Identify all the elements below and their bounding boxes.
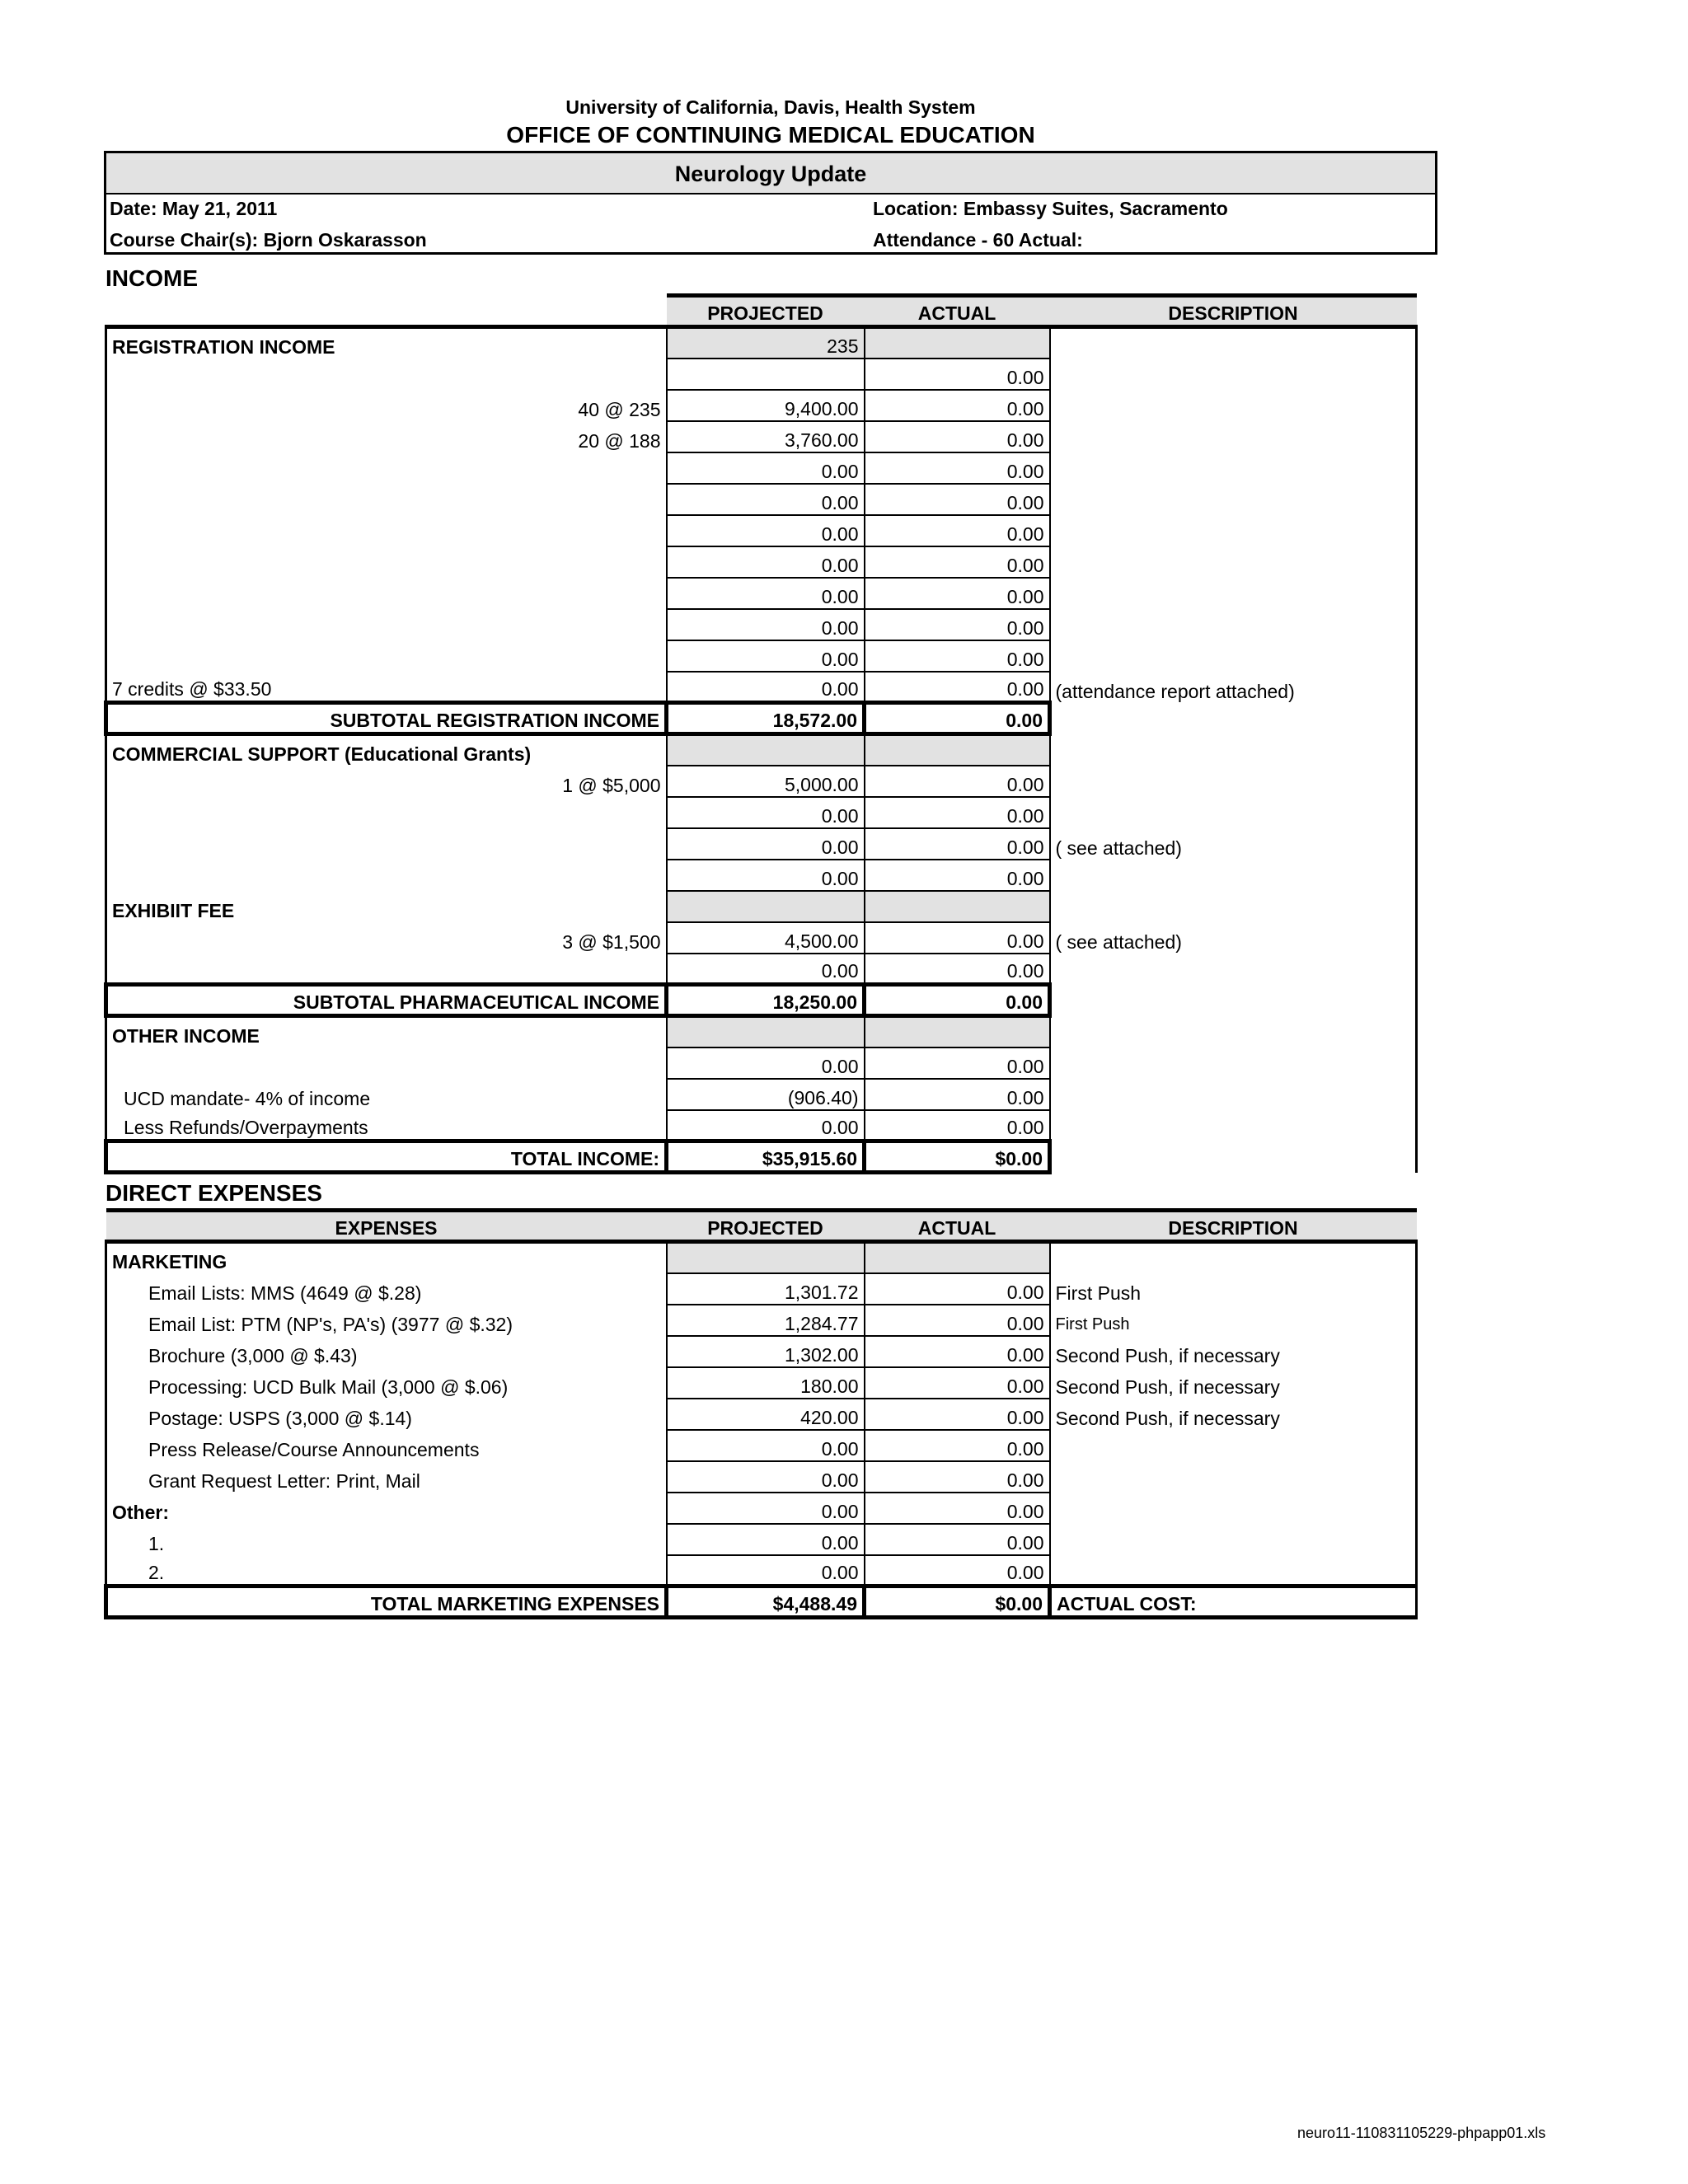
row-label: Processing: UCD Bulk Mail (3,000 @ $.06)	[106, 1367, 667, 1399]
row-description	[1050, 891, 1417, 922]
total-description: ACTUAL COST:	[1050, 1586, 1417, 1618]
table-row	[106, 1493, 1417, 1524]
row-description	[1050, 1016, 1417, 1047]
exhibit-label-row	[106, 891, 1417, 922]
subtotal-registration-row	[106, 703, 1417, 734]
projected-value: 0.00	[667, 640, 865, 672]
projected-value: 0.00	[667, 484, 865, 515]
row-description	[1050, 1524, 1417, 1555]
table-row	[106, 1336, 1417, 1367]
table-row	[106, 546, 1417, 578]
header-actual: ACTUAL	[865, 1211, 1050, 1242]
row-label: 40 @ 235	[106, 390, 667, 421]
actual-value: 0.00	[865, 1305, 1050, 1336]
attendance: Attendance - 60 Actual:	[873, 229, 1083, 251]
row-label	[106, 515, 667, 546]
organization-title: University of California, Davis, Health System	[565, 96, 976, 118]
event-date: Date: May 21, 2011	[110, 198, 278, 219]
row-description	[1050, 1110, 1417, 1141]
projected-value: 5,000.00	[667, 766, 865, 797]
total-income-row	[106, 1141, 1417, 1173]
row-description	[1050, 421, 1417, 452]
row-label: 20 @ 188	[106, 421, 667, 452]
event-location: Location: Embassy Suites, Sacramento	[873, 198, 1228, 219]
table-row	[106, 860, 1417, 891]
row-label: Email List: PTM (NP's, PA's) (3977 @ $.32)	[106, 1305, 667, 1336]
table-row	[106, 828, 1417, 860]
row-description: First Push	[1050, 1305, 1417, 1336]
projected-value: 0.00	[667, 452, 865, 484]
projected-value: 0.00	[667, 828, 865, 860]
projected-value: 0.00	[667, 1047, 865, 1079]
actual-value: 0.00	[865, 484, 1050, 515]
row-description	[1050, 734, 1417, 766]
projected-value: 0.00	[667, 546, 865, 578]
row-description: Second Push, if necessary	[1050, 1336, 1417, 1367]
projected-value: 0.00	[667, 1493, 865, 1524]
actual-value: 0.00	[865, 797, 1050, 828]
table-row	[106, 797, 1417, 828]
actual-value: 0.00	[865, 1110, 1050, 1141]
actual-value: 0.00	[865, 1047, 1050, 1079]
section-label: REGISTRATION INCOME	[106, 327, 667, 359]
projected-value: 0.00	[667, 797, 865, 828]
actual-value: 0.00	[865, 1524, 1050, 1555]
info-row-chairs	[110, 224, 1435, 255]
total-label: SUBTOTAL REGISTRATION INCOME	[106, 703, 667, 734]
actual-value: 0.00	[865, 640, 1050, 672]
row-label: Other:	[106, 1493, 667, 1524]
row-description	[1050, 359, 1417, 390]
total-label: TOTAL MARKETING EXPENSES	[106, 1586, 667, 1618]
projected-value: 0.00	[667, 1110, 865, 1141]
projected-value: 0.00	[667, 1524, 865, 1555]
row-label: Press Release/Course Announcements	[106, 1430, 667, 1461]
projected-value	[667, 1016, 865, 1047]
header-description: DESCRIPTION	[1050, 296, 1417, 327]
table-row	[106, 1305, 1417, 1336]
row-label	[106, 640, 667, 672]
row-description	[1050, 515, 1417, 546]
projected-value: 0.00	[667, 1461, 865, 1493]
header-expenses: EXPENSES	[106, 1211, 667, 1242]
projected-value: 420.00	[667, 1399, 865, 1430]
projected-value: 0.00	[667, 1430, 865, 1461]
actual-value: 0.00	[865, 1461, 1050, 1493]
registration-label-row	[106, 327, 1417, 359]
table-row	[106, 1110, 1417, 1141]
total-description	[1050, 985, 1417, 1016]
table-row	[106, 359, 1417, 390]
expenses-title: DIRECT EXPENSES	[106, 1180, 322, 1206]
table-row	[106, 421, 1417, 452]
table-row	[106, 672, 1417, 703]
projected-value: 0.00	[667, 578, 865, 609]
row-description	[1050, 546, 1417, 578]
row-label: 3 @ $1,500	[106, 922, 667, 954]
row-description	[1050, 954, 1417, 985]
table-row	[106, 922, 1417, 954]
row-label	[106, 828, 667, 860]
table-row	[106, 766, 1417, 797]
section-label: OTHER INCOME	[106, 1016, 667, 1047]
actual-value: 0.00	[865, 1079, 1050, 1110]
row-description	[1050, 766, 1417, 797]
row-description	[1050, 1047, 1417, 1079]
total-description	[1050, 703, 1417, 734]
projected-value: 0.00	[667, 515, 865, 546]
row-label: Postage: USPS (3,000 @ $.14)	[106, 1399, 667, 1430]
actual-value	[865, 1242, 1050, 1273]
actual-value: 0.00	[865, 421, 1050, 452]
total-description	[1050, 1141, 1417, 1173]
header-projected: PROJECTED	[667, 1211, 865, 1242]
projected-value: 0.00	[667, 1555, 865, 1586]
row-label	[106, 797, 667, 828]
row-label	[106, 609, 667, 640]
row-description	[1050, 609, 1417, 640]
row-label: 2.	[106, 1555, 667, 1586]
row-description	[1050, 452, 1417, 484]
actual-value: 0.00	[865, 1336, 1050, 1367]
total-actual: $0.00	[865, 1586, 1050, 1618]
total-label: SUBTOTAL PHARMACEUTICAL INCOME	[106, 985, 667, 1016]
projected-value: 0.00	[667, 860, 865, 891]
actual-value: 0.00	[865, 922, 1050, 954]
projected-value: 9,400.00	[667, 390, 865, 421]
total-marketing-row	[106, 1586, 1417, 1618]
actual-value: 0.00	[865, 1273, 1050, 1305]
projected-value: 0.00	[667, 672, 865, 703]
row-description	[1050, 1430, 1417, 1461]
table-row	[106, 484, 1417, 515]
row-label: UCD mandate- 4% of income	[106, 1079, 667, 1110]
row-label: 1.	[106, 1524, 667, 1555]
event-info-box	[104, 151, 1437, 255]
actual-value: 0.00	[865, 452, 1050, 484]
row-label	[106, 546, 667, 578]
row-description	[1050, 797, 1417, 828]
header-actual: ACTUAL	[865, 296, 1050, 327]
row-description	[1050, 860, 1417, 891]
expenses-table	[104, 1208, 1418, 1619]
actual-value: 0.00	[865, 1367, 1050, 1399]
row-label: Email Lists: MMS (4649 @ $.28)	[106, 1273, 667, 1305]
event-title: Neurology Update	[106, 153, 1435, 194]
row-description: Second Push, if necessary	[1050, 1367, 1417, 1399]
actual-value	[865, 734, 1050, 766]
projected-value	[667, 734, 865, 766]
actual-value: 0.00	[865, 766, 1050, 797]
total-projected: $4,488.49	[667, 1586, 865, 1618]
total-projected: 18,572.00	[667, 703, 865, 734]
row-description	[1050, 1461, 1417, 1493]
table-row	[106, 1399, 1417, 1430]
actual-value: 0.00	[865, 390, 1050, 421]
info-row-date	[110, 193, 1435, 224]
actual-value	[865, 1016, 1050, 1047]
table-row	[106, 1047, 1417, 1079]
projected-value	[667, 891, 865, 922]
row-description: ( see attached)	[1050, 828, 1417, 860]
header-projected: PROJECTED	[667, 296, 865, 327]
table-row	[106, 1273, 1417, 1305]
table-row	[106, 1367, 1417, 1399]
actual-value	[865, 327, 1050, 359]
table-row	[106, 452, 1417, 484]
actual-value: 0.00	[865, 1430, 1050, 1461]
office-title: OFFICE OF CONTINUING MEDICAL EDUCATION	[506, 122, 1035, 148]
projected-value: 235	[667, 327, 865, 359]
actual-value: 0.00	[865, 672, 1050, 703]
row-label	[106, 860, 667, 891]
total-label: TOTAL INCOME:	[106, 1141, 667, 1173]
row-description	[1050, 578, 1417, 609]
income-title: INCOME	[106, 265, 198, 291]
income-table	[104, 293, 1418, 1174]
projected-value: (906.40)	[667, 1079, 865, 1110]
actual-value: 0.00	[865, 1493, 1050, 1524]
row-label: Grant Request Letter: Print, Mail	[106, 1461, 667, 1493]
row-description	[1050, 390, 1417, 421]
subtotal-pharma-row	[106, 985, 1417, 1016]
total-projected: 18,250.00	[667, 985, 865, 1016]
row-description	[1050, 1242, 1417, 1273]
expenses-header-row	[106, 1211, 1417, 1242]
row-label	[106, 1047, 667, 1079]
commercial-label-row	[106, 734, 1417, 766]
table-row	[106, 1079, 1417, 1110]
table-row	[106, 1461, 1417, 1493]
projected-value: 4,500.00	[667, 922, 865, 954]
total-actual: $0.00	[865, 1141, 1050, 1173]
row-label: 1 @ $5,000	[106, 766, 667, 797]
actual-value: 0.00	[865, 515, 1050, 546]
table-row	[106, 390, 1417, 421]
row-label	[106, 452, 667, 484]
total-actual: 0.00	[865, 985, 1050, 1016]
actual-value: 0.00	[865, 609, 1050, 640]
course-chairs: Course Chair(s): Bjorn Oskarasson	[110, 229, 427, 251]
row-description: (attendance report attached)	[1050, 672, 1417, 703]
row-label	[106, 359, 667, 390]
actual-value: 0.00	[865, 359, 1050, 390]
row-description	[1050, 484, 1417, 515]
actual-value: 0.00	[865, 1555, 1050, 1586]
table-row	[106, 1555, 1417, 1586]
row-label	[106, 954, 667, 985]
row-description	[1050, 640, 1417, 672]
row-label: 7 credits @ $33.50	[106, 672, 667, 703]
projected-value: 3,760.00	[667, 421, 865, 452]
row-description: ( see attached)	[1050, 922, 1417, 954]
actual-value: 0.00	[865, 954, 1050, 985]
row-description	[1050, 327, 1417, 359]
table-row	[106, 1430, 1417, 1461]
section-label: MARKETING	[106, 1242, 667, 1273]
header-blank	[106, 296, 667, 327]
actual-value: 0.00	[865, 546, 1050, 578]
table-row	[106, 1524, 1417, 1555]
table-row	[106, 578, 1417, 609]
income-header-row	[106, 296, 1417, 327]
row-label: Brochure (3,000 @ $.43)	[106, 1336, 667, 1367]
row-label	[106, 578, 667, 609]
projected-value	[667, 359, 865, 390]
actual-value: 0.00	[865, 860, 1050, 891]
projected-value	[667, 1242, 865, 1273]
table-row	[106, 515, 1417, 546]
header-description: DESCRIPTION	[1050, 1211, 1417, 1242]
projected-value: 180.00	[667, 1367, 865, 1399]
projected-value: 0.00	[667, 609, 865, 640]
projected-value: 1,284.77	[667, 1305, 865, 1336]
other-label-row	[106, 1016, 1417, 1047]
total-actual: 0.00	[865, 703, 1050, 734]
section-label: EXHIBIIT FEE	[106, 891, 667, 922]
row-label	[106, 484, 667, 515]
row-description: Second Push, if necessary	[1050, 1399, 1417, 1430]
row-description	[1050, 1079, 1417, 1110]
footer-filename: neuro11-110831105229-phpapp01.xls	[1297, 2125, 1546, 2141]
row-description	[1050, 1555, 1417, 1586]
projected-value: 0.00	[667, 954, 865, 985]
actual-value: 0.00	[865, 828, 1050, 860]
actual-value	[865, 891, 1050, 922]
projected-value: 1,302.00	[667, 1336, 865, 1367]
marketing-label-row	[106, 1242, 1417, 1273]
row-description: First Push	[1050, 1273, 1417, 1305]
row-description	[1050, 1493, 1417, 1524]
row-label: Less Refunds/Overpayments	[106, 1110, 667, 1141]
actual-value: 0.00	[865, 1399, 1050, 1430]
total-projected: $35,915.60	[667, 1141, 865, 1173]
actual-value: 0.00	[865, 578, 1050, 609]
projected-value: 1,301.72	[667, 1273, 865, 1305]
table-row	[106, 640, 1417, 672]
section-label: COMMERCIAL SUPPORT (Educational Grants)	[106, 734, 667, 766]
table-row	[106, 609, 1417, 640]
table-row	[106, 954, 1417, 985]
